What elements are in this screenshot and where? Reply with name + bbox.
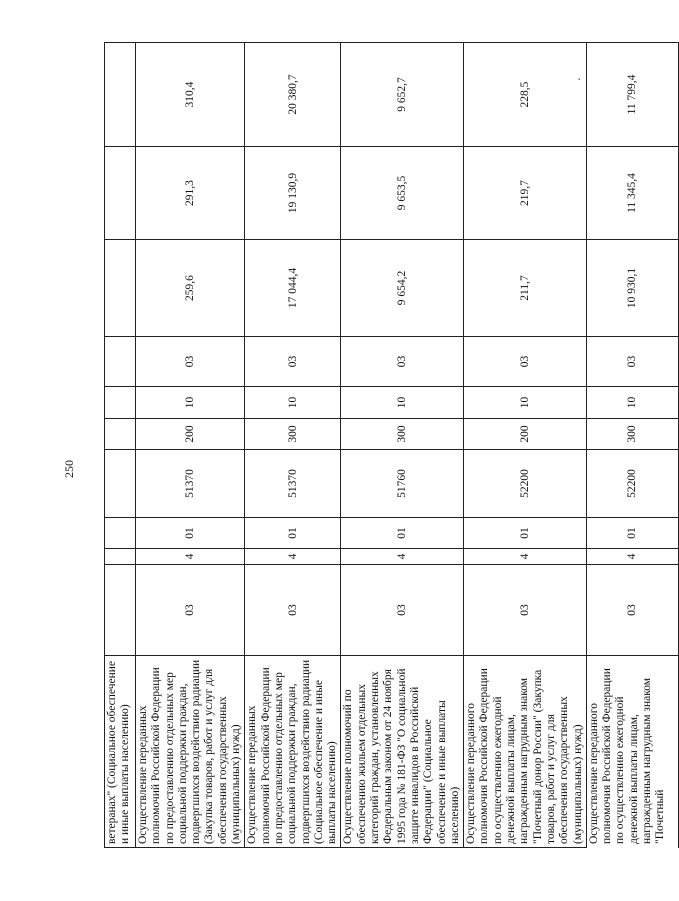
code-cell: 300: [341, 419, 464, 450]
amount-cell: 11 345,4: [586, 147, 678, 240]
row-description: ветеранах" (Социальное обеспечение и иные выплаты населению): [105, 656, 136, 848]
code-cell: 200: [464, 419, 587, 450]
table-body: [105, 43, 679, 848]
row-description: Осуществление переданного полномочия Российской Федерации по осуществлению ежегодной денежной выплаты лицам, награжденным нагрудным знаком "Почетный донор России" (Закупка товаров, работ и услуг для обеспечения государственных (муниципальных) нужд): [464, 656, 587, 848]
budget-table: [104, 42, 679, 848]
code-cell: 10: [586, 387, 678, 419]
table-row: [105, 43, 136, 848]
code-cell: 01: [245, 518, 341, 549]
amount-cell: 259,6: [136, 240, 245, 337]
amount-cell: 291,3: [136, 147, 245, 240]
code-cell: 03: [245, 565, 341, 656]
amount-cell: 9 653,5: [341, 147, 464, 240]
code-cell: [105, 565, 136, 656]
code-cell: 10: [464, 387, 587, 419]
code-cell: 4: [464, 549, 587, 565]
amount-cell: 9 652,7: [341, 43, 464, 147]
stray-mark: ˛: [578, 70, 581, 80]
amount-cell: [105, 240, 136, 337]
amount-cell: 228,5: [464, 43, 587, 147]
code-cell: 10: [136, 387, 245, 419]
code-cell: 300: [586, 419, 678, 450]
table-row: [341, 43, 464, 848]
code-cell: 03: [341, 565, 464, 656]
code-cell: 10: [245, 387, 341, 419]
amount-cell: [105, 147, 136, 240]
amount-cell: 219,7: [464, 147, 587, 240]
amount-cell: 17 044,4: [245, 240, 341, 337]
code-cell: 01: [586, 518, 678, 549]
row-description: Осуществление переданных полномочий Российской Федерации по предоставлению отдельных мер социальной поддержки граждан, подвергшихся воздействию радиации (Социальное обеспечение и иные выплаты населению): [245, 656, 341, 848]
code-cell: 52200: [464, 450, 587, 518]
code-cell: 03: [136, 565, 245, 656]
code-cell: 300: [245, 419, 341, 450]
table-row: [586, 43, 678, 848]
code-cell: 01: [136, 518, 245, 549]
code-cell: [105, 518, 136, 549]
code-cell: [105, 337, 136, 387]
amount-cell: 19 130,9: [245, 147, 341, 240]
code-cell: 03: [586, 337, 678, 387]
code-cell: 52200: [586, 450, 678, 518]
code-cell: [105, 450, 136, 518]
code-cell: 03: [464, 337, 587, 387]
amount-cell: 20 380,7: [245, 43, 341, 147]
code-cell: 03: [464, 565, 587, 656]
code-cell: 03: [586, 565, 678, 656]
page-number: 250: [62, 460, 76, 478]
code-cell: 51370: [136, 450, 245, 518]
table-row: [245, 43, 341, 848]
amount-cell: 310,4: [136, 43, 245, 147]
code-cell: [105, 387, 136, 419]
table-row: [464, 43, 587, 848]
amount-cell: 10 930,1: [586, 240, 678, 337]
code-cell: [105, 549, 136, 565]
code-cell: 4: [341, 549, 464, 565]
code-cell: 03: [136, 337, 245, 387]
code-cell: 4: [136, 549, 245, 565]
row-description: Осуществление переданных полномочий Российской Федерации по предоставлению отдельных мер социальной поддержки граждан, подвергшихся воздействию радиации (Закупка товаров, работ и услуг для обеспечения государственных (муниципальных) нужд): [136, 656, 245, 848]
code-cell: [105, 419, 136, 450]
code-cell: 51760: [341, 450, 464, 518]
amount-cell: 9 654,2: [341, 240, 464, 337]
table-row: [136, 43, 245, 848]
amount-cell: 211,7: [464, 240, 587, 337]
code-cell: 4: [245, 549, 341, 565]
code-cell: 01: [341, 518, 464, 549]
row-description: Осуществление полномочий по обеспечению жильем отдельных категорий граждан, установленных Федеральным законом от 24 ноября 1995 года № 181-ФЗ "О социальной защите инвалидов в Российской Федерации" (Социальное обеспечение и иные выплаты населению): [341, 656, 464, 848]
code-cell: 01: [464, 518, 587, 549]
code-cell: 03: [245, 337, 341, 387]
code-cell: 10: [341, 387, 464, 419]
code-cell: 51370: [245, 450, 341, 518]
code-cell: 03: [341, 337, 464, 387]
code-cell: 200: [136, 419, 245, 450]
budget-table-sheet: [104, 43, 667, 848]
code-cell: 4: [586, 549, 678, 565]
amount-cell: 11 799,4: [586, 43, 678, 147]
row-description: Осуществление переданного полномочия Российской Федерации по осуществлению ежегодной денежной выплаты лицам, награжденным нагрудным знаком "Почетный: [586, 656, 678, 848]
amount-cell: [105, 43, 136, 147]
